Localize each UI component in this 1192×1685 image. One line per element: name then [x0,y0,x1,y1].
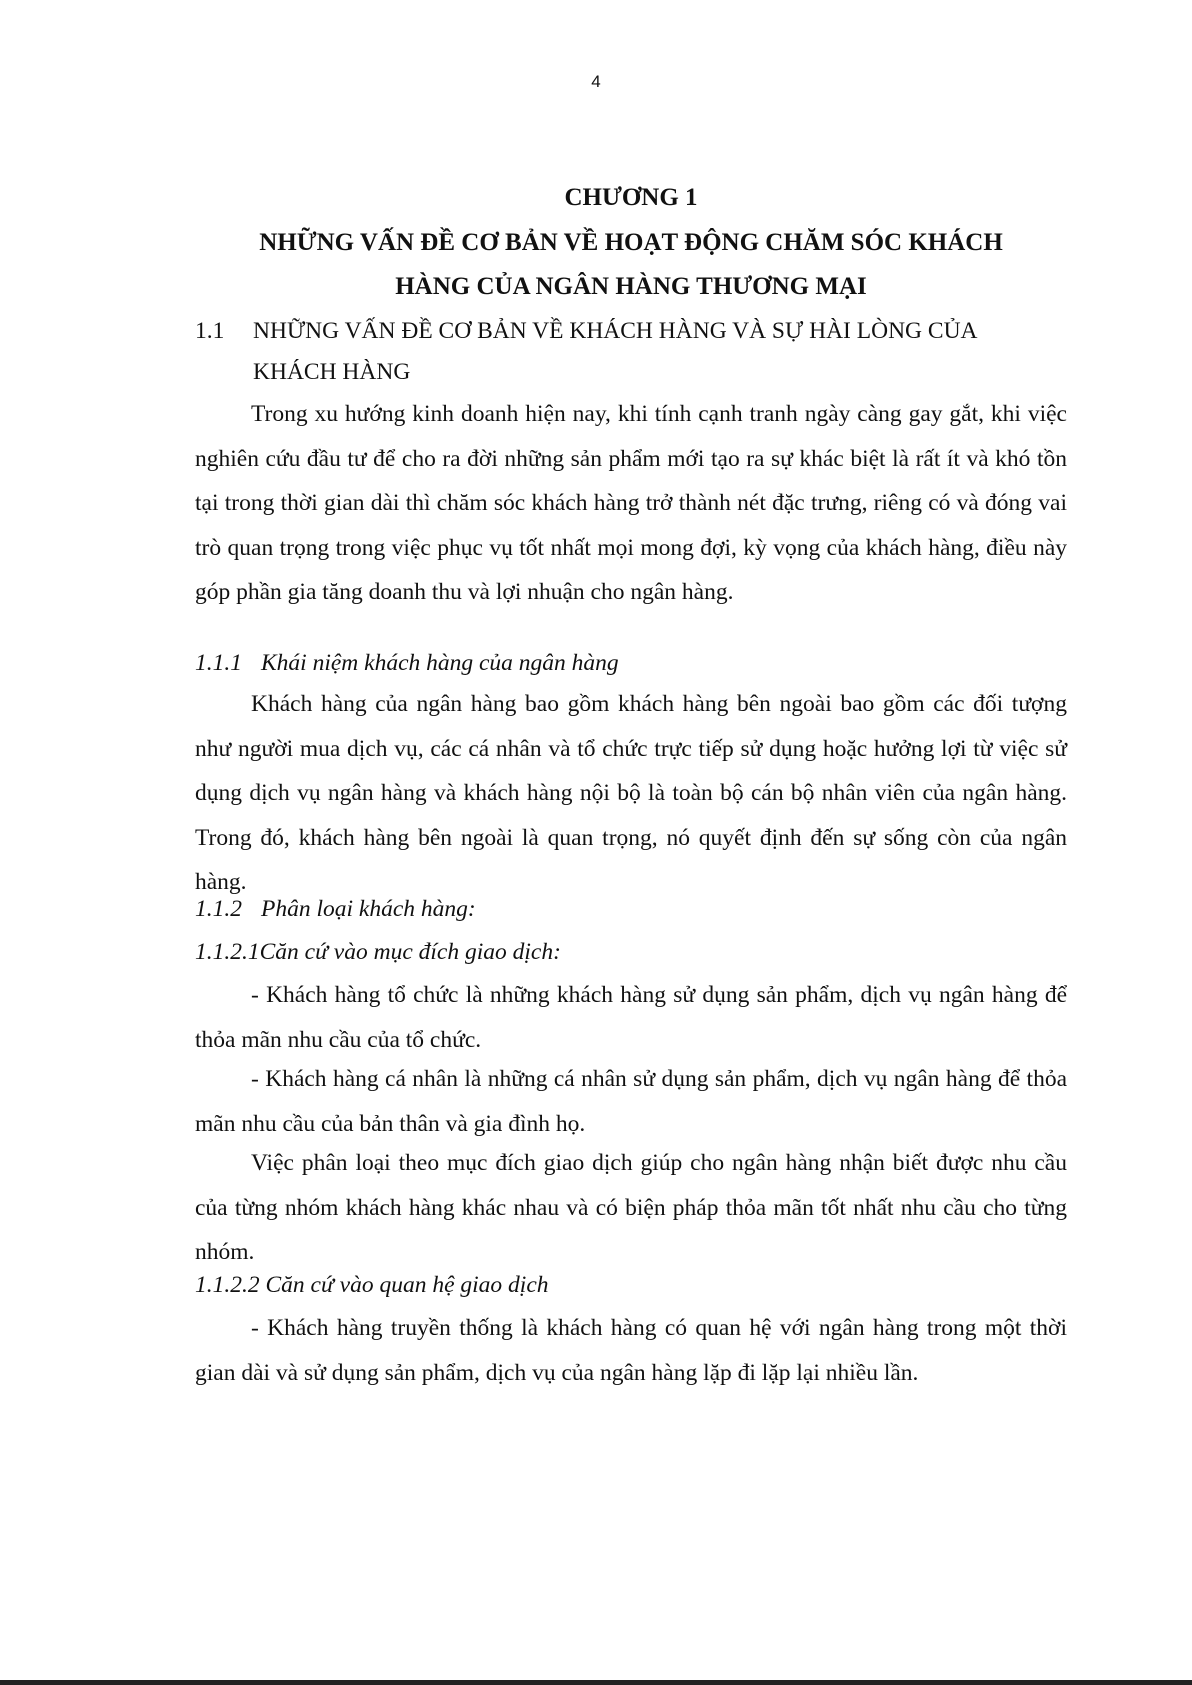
bullet-item: - Khách hàng tổ chức là những khách hàng sử dụng sản phẩm, dịch vụ ngân hàng để thỏa mãn nhu cầu của tổ chức. [195,982,1067,1053]
page-number: 4 [591,72,601,91]
section-title: Khái niệm khách hàng của ngân hàng [261,650,619,676]
chapter-title-line1: NHỮNG VẤN ĐỀ CƠ BẢN VỀ HOẠT ĐỘNG CHĂM SÓC KHÁCH [259,229,1003,256]
chapter-title-line2: HÀNG CỦA NGÂN HÀNG THƯƠNG MẠI [395,273,867,300]
section-1-1-heading [195,316,978,346]
section-1-1-2-2-heading: 1.1.2.2 Căn cứ vào quan hệ giao dịch [195,1272,549,1298]
section-title: Phân loại khách hàng: [261,896,476,922]
bottom-border [0,1680,1192,1685]
section-1-1-2-heading [195,894,476,924]
paragraph: Khách hàng của ngân hàng bao gồm khách hàng bên ngoài bao gồm các đối tượng như người mua dịch vụ, các cá nhân và tổ chức trực tiếp sử dụng hoặc hưởng lợi từ việc sử dụng dịch vụ ngân hàng và khách hàng nội bộ là toàn bộ cán bộ nhân viên của ngân hàng. Trong đó, khách hàng bên ngoài là quan trọng, nó quyết định đến sự sống còn của ngân hàng. [195,691,1067,895]
section-1-1-1-heading [195,648,619,678]
bullet-item: - Khách hàng truyền thống là khách hàng có quan hệ với ngân hàng trong một thời gian dài và sử dụng sản phẩm, dịch vụ của ngân hàng lặp đi lặp lại nhiều lần. [195,1315,1067,1386]
paragraph: Trong xu hướng kinh doanh hiện nay, khi tính cạnh tranh ngày càng gay gắt, khi việc nghiên cứu đầu tư để cho ra đời những sản phẩm mới tạo ra sự khác biệt là rất ít và khó tồn tại trong thời gian dài thì chăm sóc khách hàng trở thành nét đặc trưng, riêng có và đóng vai trò quan trọng trong việc phục vụ tốt nhất mọi mong đợi, kỳ vọng của khách hàng, điều này góp phần gia tăng doanh thu và lợi nhuận cho ngân hàng. [195,401,1067,605]
section-1-1-2-1-heading: 1.1.2.1Căn cứ vào mục đích giao dịch: [195,939,561,965]
chapter-label: CHƯƠNG 1 [564,184,698,211]
section-title-line1: NHỮNG VẤN ĐỀ CƠ BẢN VỀ KHÁCH HÀNG VÀ SỰ HÀI LÒNG CỦA [253,318,978,344]
section-number: 1.1.1 [195,650,242,676]
paragraph: Việc phân loại theo mục đích giao dịch giúp cho ngân hàng nhận biết được nhu cầu của từng nhóm khách hàng khác nhau và có biện pháp thỏa mãn tốt nhất nhu cầu cho từng nhóm. [195,1150,1067,1265]
section-number: 1.1.2 [195,896,242,922]
bullet-item: - Khách hàng cá nhân là những cá nhân sử dụng sản phẩm, dịch vụ ngân hàng để thỏa mãn nhu cầu của bản thân và gia đình họ. [195,1066,1067,1137]
section-number: 1.1 [195,318,225,344]
section-title-line2: KHÁCH HÀNG [253,359,411,385]
